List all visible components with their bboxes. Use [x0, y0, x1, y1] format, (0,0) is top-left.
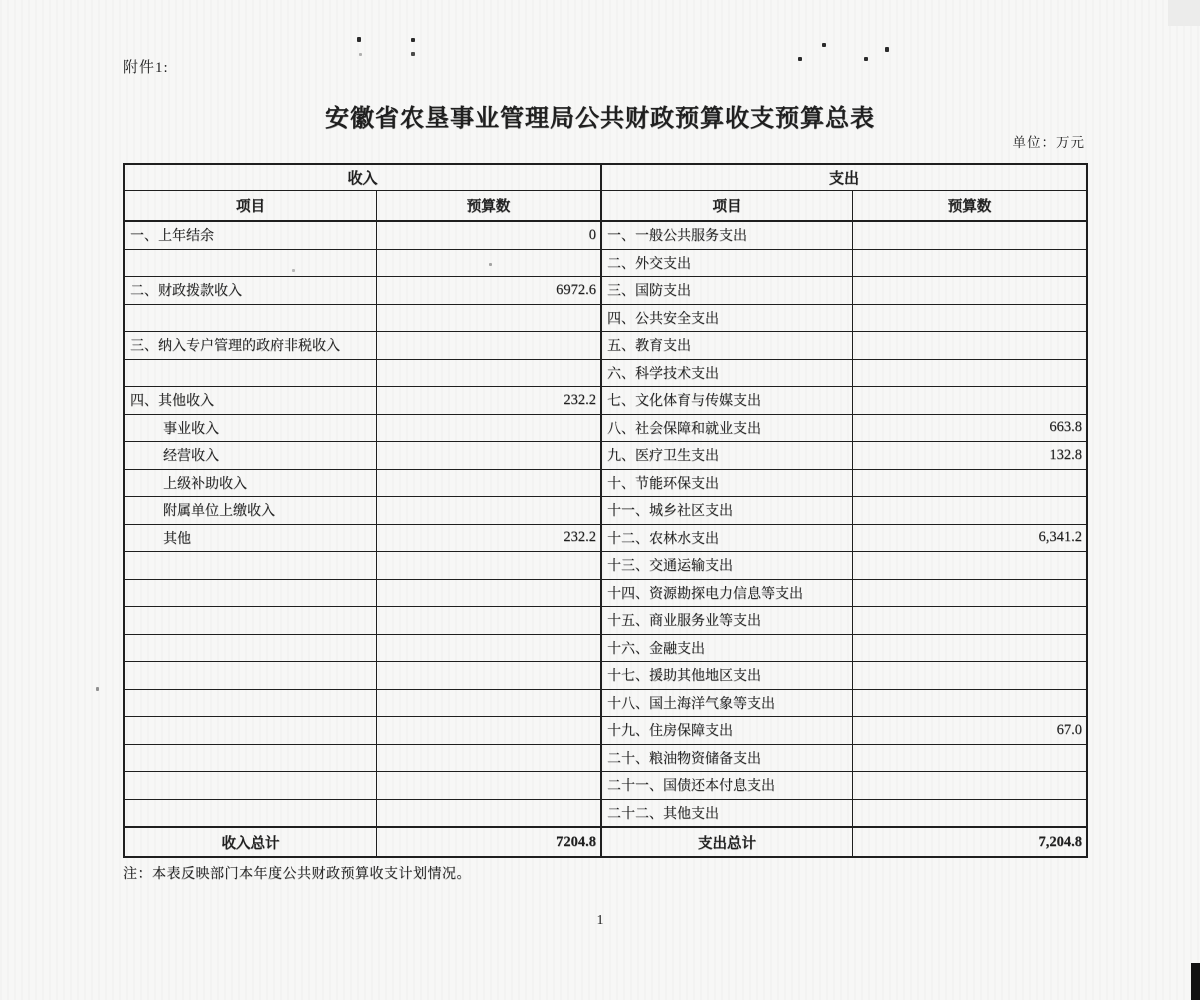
income-item-cell: 四、其他收入: [125, 387, 377, 415]
expense-item-cell: 五、教育支出: [602, 332, 853, 360]
expense-section-header: 支出: [602, 165, 1086, 191]
income-value-cell: [377, 415, 602, 443]
income-item-cell: 二、财政拨款收入: [125, 277, 377, 305]
expense-item-cell: 十六、金融支出: [602, 635, 853, 663]
income-value-cell: [377, 332, 602, 360]
income-total-value: 7204.8: [377, 827, 602, 856]
expense-item-cell: 二、外交支出: [602, 250, 853, 278]
income-value-cell: [377, 772, 602, 800]
scan-speck: [864, 57, 868, 61]
expense-item-cell: 七、文化体育与传媒支出: [602, 387, 853, 415]
income-value-cell: [377, 662, 602, 690]
expense-item-cell: 十五、商业服务业等支出: [602, 607, 853, 635]
income-value-cell: [377, 635, 602, 663]
expense-value-cell: [853, 305, 1086, 333]
expense-value-cell: 67.0: [853, 717, 1086, 745]
income-item-cell: [125, 552, 377, 580]
expense-item-cell: 十九、住房保障支出: [602, 717, 853, 745]
expense-item-cell: 十四、资源勘探电力信息等支出: [602, 580, 853, 608]
expense-value-cell: [853, 497, 1086, 525]
income-item-cell: 附属单位上缴收入: [125, 497, 377, 525]
scan-smudge: [1168, 0, 1200, 26]
expense-budget-column-header: 预算数: [853, 191, 1086, 222]
expense-value-cell: [853, 277, 1086, 305]
table-note: 注：本表反映部门本年度公共财政预算收支计划情况。: [123, 867, 471, 882]
income-value-cell: 6972.6: [377, 277, 602, 305]
scan-speck: [292, 269, 295, 272]
expense-value-cell: [853, 470, 1086, 498]
scan-speck: [359, 53, 362, 56]
income-section-header: 收入: [125, 165, 602, 191]
scan-speck: [96, 687, 99, 691]
expense-value-cell: [853, 222, 1086, 250]
expense-value-cell: [853, 332, 1086, 360]
expense-value-cell: [853, 635, 1086, 663]
expense-value-cell: [853, 772, 1086, 800]
unit-label: 单位：万元: [1012, 135, 1085, 150]
income-item-cell: 经营收入: [125, 442, 377, 470]
income-value-cell: [377, 470, 602, 498]
income-item-cell: [125, 745, 377, 773]
income-item-cell: [125, 690, 377, 718]
expense-item-cell: 十、节能环保支出: [602, 470, 853, 498]
scan-speck: [357, 37, 361, 42]
income-value-cell: 0: [377, 222, 602, 250]
expense-value-cell: [853, 800, 1086, 828]
scan-speck: [489, 263, 492, 266]
income-value-cell: [377, 580, 602, 608]
income-item-cell: 三、纳入专户管理的政府非税收入: [125, 332, 377, 360]
scan-edge-mark: [1191, 963, 1200, 1000]
income-value-cell: [377, 607, 602, 635]
expense-item-cell: 八、社会保障和就业支出: [602, 415, 853, 443]
income-item-cell: [125, 662, 377, 690]
income-item-cell: [125, 800, 377, 828]
expense-item-cell: 十七、援助其他地区支出: [602, 662, 853, 690]
expense-value-cell: [853, 580, 1086, 608]
page-title: 安徽省农垦事业管理局公共财政预算收支预算总表: [325, 106, 875, 132]
expense-item-cell: 十一、城乡社区支出: [602, 497, 853, 525]
income-item-cell: [125, 305, 377, 333]
income-item-cell: [125, 772, 377, 800]
expense-value-cell: 663.8: [853, 415, 1086, 443]
income-value-cell: [377, 717, 602, 745]
expense-item-cell: 二十二、其他支出: [602, 800, 853, 828]
scan-speck: [411, 38, 415, 42]
income-item-cell: 上级补助收入: [125, 470, 377, 498]
income-value-cell: 232.2: [377, 525, 602, 553]
expense-item-cell: 四、公共安全支出: [602, 305, 853, 333]
income-value-cell: [377, 800, 602, 828]
income-budget-column-header: 预算数: [377, 191, 602, 222]
income-value-cell: [377, 497, 602, 525]
expense-item-cell: 九、医疗卫生支出: [602, 442, 853, 470]
expense-value-cell: [853, 662, 1086, 690]
expense-value-cell: [853, 607, 1086, 635]
expense-total-label: 支出总计: [602, 827, 853, 856]
expense-value-cell: [853, 250, 1086, 278]
expense-value-cell: 6,341.2: [853, 525, 1086, 553]
expense-item-cell: 十二、农林水支出: [602, 525, 853, 553]
scan-speck: [885, 47, 889, 52]
expense-value-cell: [853, 360, 1086, 388]
income-item-cell: 事业收入: [125, 415, 377, 443]
budget-table: [123, 163, 1088, 858]
income-item-cell: [125, 635, 377, 663]
income-value-cell: 232.2: [377, 387, 602, 415]
income-value-cell: [377, 745, 602, 773]
expense-item-cell: 二十一、国债还本付息支出: [602, 772, 853, 800]
income-item-column-header: 项目: [125, 191, 377, 222]
expense-item-cell: 六、科学技术支出: [602, 360, 853, 388]
expense-item-column-header: 项目: [602, 191, 853, 222]
income-item-cell: [125, 580, 377, 608]
expense-total-value: 7,204.8: [853, 827, 1086, 856]
expense-value-cell: [853, 745, 1086, 773]
income-value-cell: [377, 442, 602, 470]
scan-speck: [822, 43, 826, 47]
income-item-cell: 其他: [125, 525, 377, 553]
income-item-cell: 一、上年结余: [125, 222, 377, 250]
income-value-cell: [377, 552, 602, 580]
expense-value-cell: [853, 552, 1086, 580]
expense-item-cell: 十八、国土海洋气象等支出: [602, 690, 853, 718]
expense-value-cell: [853, 690, 1086, 718]
income-item-cell: [125, 360, 377, 388]
income-total-label: 收入总计: [125, 827, 377, 856]
income-item-cell: [125, 607, 377, 635]
expense-item-cell: 一、一般公共服务支出: [602, 222, 853, 250]
page-number: 1: [596, 913, 604, 928]
income-item-cell: [125, 717, 377, 745]
expense-item-cell: 三、国防支出: [602, 277, 853, 305]
attachment-label: 附件1:: [123, 60, 169, 76]
income-value-cell: [377, 360, 602, 388]
expense-value-cell: 132.8: [853, 442, 1086, 470]
income-value-cell: [377, 305, 602, 333]
expense-value-cell: [853, 387, 1086, 415]
income-item-cell: [125, 250, 377, 278]
expense-item-cell: 十三、交通运输支出: [602, 552, 853, 580]
scan-speck: [411, 52, 415, 56]
income-value-cell: [377, 690, 602, 718]
scan-speck: [798, 57, 802, 61]
expense-item-cell: 二十、粮油物资储备支出: [602, 745, 853, 773]
